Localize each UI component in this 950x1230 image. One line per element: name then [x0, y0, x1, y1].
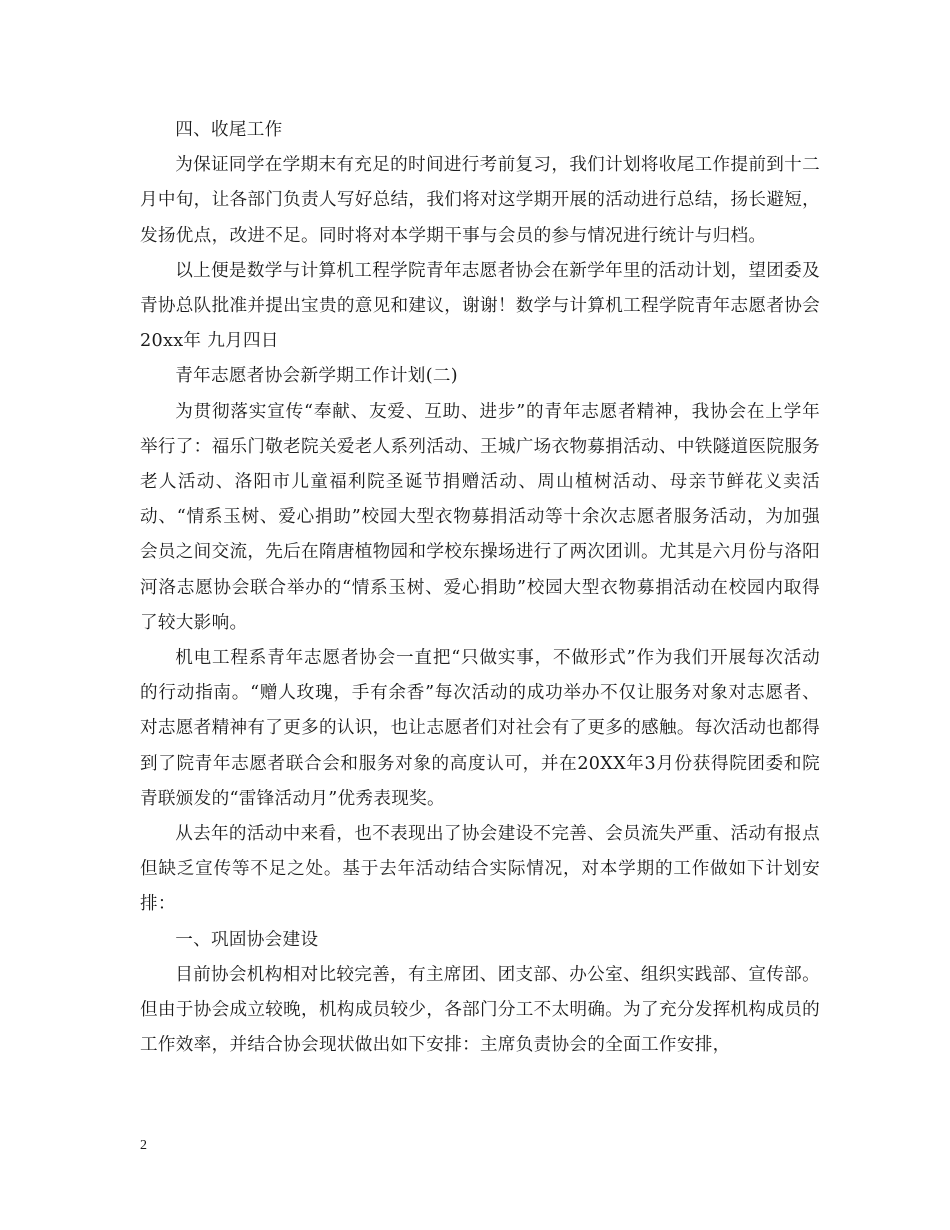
section-heading-wrap-up: 四、收尾工作 [175, 120, 283, 140]
paragraph-shortcomings: 从去年的活动中来看，也不表现出了协会建设不完善、会员流失严重、活动有报点但缺乏宣传等不足之处。基于去年活动结合实际情况，对本学期的工作做如下计划安排： [140, 824, 820, 915]
page-number: 2 [140, 1138, 147, 1153]
paragraph-wrap-up-work: 为保证同学在学期末有充足的时间进行考前复习，我们计划将收尾工作提前到十二月中旬，让各部门负责人写好总结，我们将对这学期开展的活动进行总结，扬长避短，发扬优点，改进不足。同时将对本学期干事与会员的参与情况进行统计与归档。 [140, 155, 820, 246]
paragraph-organization-structure: 目前协会机构相对比较完善，有主席团、团支部、办公室、组织实践部、宣传部。但由于协会成立较晚，机构成员较少，各部门分工不太明确。为了充分发挥机构成员的工作效率，并结合协会现状做出如下安排：主席负责协会的全面工作安排， [140, 964, 820, 1056]
paragraph-past-activities: 为贯彻落实宣传“奉献、友爱、互助、进步”的青年志愿者精神，我协会在上学年举行了：福乐门敬老院关爱老人系列活动、王城广场衣物募捐活动、中铁隧道医院服务老人活动、洛阳市儿童福利院圣诞节捐赠活动、周山植树活动、母亲节鲜花义卖活动、“情系玉树、爱心捐助”校园大型衣物募捐活动等十余次志愿者服务活动，为加强会员之间交流，先后在隋唐植物园和学校东操场进行了两次团训。尤其是六月份与洛阳河洛志愿协会联合举办的“情系玉树、爱心捐助”校园大型衣物募捐活动在校园内取得了较大影响。 [140, 401, 820, 633]
document-subtitle: 青年志愿者协会新学期工作计划(二) [175, 366, 458, 387]
document-body [140, 113, 820, 1063]
paragraph-guiding-principle: 机电工程系青年志愿者协会一直把“只做实事，不做形式”作为我们开展每次活动的行动指南。“赠人玫瑰，手有余香”每次活动的成功举办不仅让服务对象对志愿者、对志愿者精神有了更多的认识，也让志愿者们对社会有了更多的感触。每次活动也都得到了院青年志愿者联合会和服务对象的高度认可，并在20XX年3月份获得院团委和院青联颁发的“雷锋活动月”优秀表现奖。 [140, 648, 820, 809]
section-heading-consolidate: 一、巩固协会建设 [175, 929, 319, 950]
paragraph-closing-signature: 以上便是数学与计算机工程学院青年志愿者协会在新学年里的活动计划，望团委及青协总队批准并提出宝贵的意见和建议，谢谢！数学与计算机工程学院青年志愿者协会 20xx年 九月四日 [140, 260, 820, 352]
